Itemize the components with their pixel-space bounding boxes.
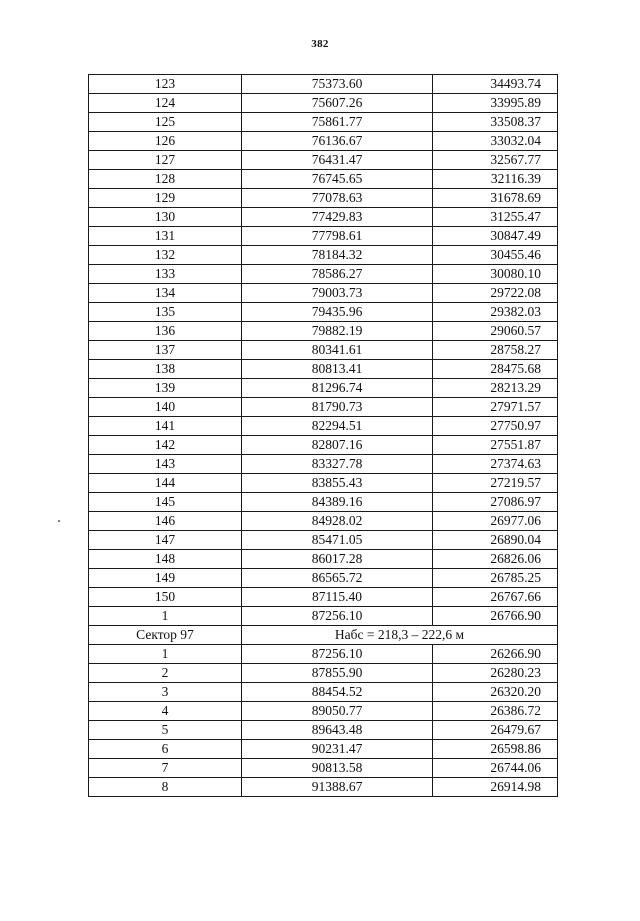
y-coordinate-cell: 26977.06	[433, 512, 558, 531]
table-row	[89, 512, 558, 531]
y-coordinate-cell: 32116.39	[433, 170, 558, 189]
coordinate-table-body	[89, 75, 558, 797]
point-number-cell: 129	[89, 189, 242, 208]
point-number-cell: 133	[89, 265, 242, 284]
point-number-cell: 124	[89, 94, 242, 113]
y-coordinate-cell: 33508.37	[433, 113, 558, 132]
point-number-cell: 143	[89, 455, 242, 474]
table-row	[89, 113, 558, 132]
y-coordinate-cell: 26826.06	[433, 550, 558, 569]
table-row	[89, 284, 558, 303]
y-coordinate-cell: 26266.90	[433, 645, 558, 664]
table-row	[89, 664, 558, 683]
table-row	[89, 778, 558, 797]
table-row	[89, 588, 558, 607]
x-coordinate-cell: 81790.73	[242, 398, 433, 417]
x-coordinate-cell: 85471.05	[242, 531, 433, 550]
table-row	[89, 702, 558, 721]
y-coordinate-cell: 27219.57	[433, 474, 558, 493]
point-number-cell: 132	[89, 246, 242, 265]
y-coordinate-cell: 26320.20	[433, 683, 558, 702]
x-coordinate-cell: 79882.19	[242, 322, 433, 341]
table-row	[89, 740, 558, 759]
x-coordinate-cell: 75607.26	[242, 94, 433, 113]
point-number-cell: 149	[89, 569, 242, 588]
table-row	[89, 455, 558, 474]
table-row	[89, 265, 558, 284]
table-row	[89, 645, 558, 664]
y-coordinate-cell: 28213.29	[433, 379, 558, 398]
point-number-cell: 123	[89, 75, 242, 94]
table-row	[89, 94, 558, 113]
point-number-cell: 2	[89, 664, 242, 683]
table-row	[89, 170, 558, 189]
x-coordinate-cell: 75373.60	[242, 75, 433, 94]
x-coordinate-cell: 87256.10	[242, 607, 433, 626]
point-number-cell: 4	[89, 702, 242, 721]
y-coordinate-cell: 30847.49	[433, 227, 558, 246]
table-row	[89, 721, 558, 740]
x-coordinate-cell: 87256.10	[242, 645, 433, 664]
x-coordinate-cell: 86565.72	[242, 569, 433, 588]
y-coordinate-cell: 29060.57	[433, 322, 558, 341]
y-coordinate-cell: 31678.69	[433, 189, 558, 208]
table-row	[89, 379, 558, 398]
table-row	[89, 189, 558, 208]
y-coordinate-cell: 34493.74	[433, 75, 558, 94]
point-number-cell: 126	[89, 132, 242, 151]
y-coordinate-cell: 26386.72	[433, 702, 558, 721]
point-number-cell: 138	[89, 360, 242, 379]
table-row	[89, 322, 558, 341]
table-row	[89, 75, 558, 94]
table-row	[89, 303, 558, 322]
x-coordinate-cell: 89643.48	[242, 721, 433, 740]
x-coordinate-cell: 80813.41	[242, 360, 433, 379]
x-coordinate-cell: 80341.61	[242, 341, 433, 360]
table-row	[89, 398, 558, 417]
table-row	[89, 607, 558, 626]
point-number-cell: 130	[89, 208, 242, 227]
table-row	[89, 132, 558, 151]
table-row	[89, 151, 558, 170]
point-number-cell: 8	[89, 778, 242, 797]
x-coordinate-cell: 90813.58	[242, 759, 433, 778]
y-coordinate-cell: 30080.10	[433, 265, 558, 284]
y-coordinate-cell: 28475.68	[433, 360, 558, 379]
y-coordinate-cell: 33995.89	[433, 94, 558, 113]
x-coordinate-cell: 88454.52	[242, 683, 433, 702]
table-row	[89, 246, 558, 265]
y-coordinate-cell: 27971.57	[433, 398, 558, 417]
x-coordinate-cell: 77798.61	[242, 227, 433, 246]
point-number-cell: 137	[89, 341, 242, 360]
y-coordinate-cell: 30455.46	[433, 246, 558, 265]
x-coordinate-cell: 84389.16	[242, 493, 433, 512]
scan-speck	[58, 520, 60, 522]
x-coordinate-cell: 82807.16	[242, 436, 433, 455]
y-coordinate-cell: 26785.25	[433, 569, 558, 588]
x-coordinate-cell: 82294.51	[242, 417, 433, 436]
x-coordinate-cell: 83855.43	[242, 474, 433, 493]
x-coordinate-cell: 78586.27	[242, 265, 433, 284]
point-number-cell: 145	[89, 493, 242, 512]
y-coordinate-cell: 33032.04	[433, 132, 558, 151]
y-coordinate-cell: 27750.97	[433, 417, 558, 436]
y-coordinate-cell: 29382.03	[433, 303, 558, 322]
x-coordinate-cell: 76431.47	[242, 151, 433, 170]
y-coordinate-cell: 29722.08	[433, 284, 558, 303]
y-coordinate-cell: 26890.04	[433, 531, 558, 550]
point-number-cell: 146	[89, 512, 242, 531]
x-coordinate-cell: 76136.67	[242, 132, 433, 151]
x-coordinate-cell: 86017.28	[242, 550, 433, 569]
table-row	[89, 569, 558, 588]
x-coordinate-cell: 84928.02	[242, 512, 433, 531]
table-row	[89, 360, 558, 379]
y-coordinate-cell: 26914.98	[433, 778, 558, 797]
y-coordinate-cell: 27551.87	[433, 436, 558, 455]
y-coordinate-cell: 26767.66	[433, 588, 558, 607]
page-number: 382	[311, 38, 329, 50]
point-number-cell: 139	[89, 379, 242, 398]
point-number-cell: 141	[89, 417, 242, 436]
coordinate-table	[88, 74, 558, 797]
y-coordinate-cell: 26766.90	[433, 607, 558, 626]
x-coordinate-cell: 77429.83	[242, 208, 433, 227]
y-coordinate-cell: 31255.47	[433, 208, 558, 227]
sector-label: Сектор 97	[89, 626, 242, 645]
table-row	[89, 436, 558, 455]
x-coordinate-cell: 87115.40	[242, 588, 433, 607]
point-number-cell: 1	[89, 607, 242, 626]
y-coordinate-cell: 28758.27	[433, 341, 558, 360]
x-coordinate-cell: 78184.32	[242, 246, 433, 265]
point-number-cell: 7	[89, 759, 242, 778]
point-number-cell: 134	[89, 284, 242, 303]
table-row	[89, 417, 558, 436]
point-number-cell: 5	[89, 721, 242, 740]
point-number-cell: 135	[89, 303, 242, 322]
point-number-cell: 128	[89, 170, 242, 189]
x-coordinate-cell: 91388.67	[242, 778, 433, 797]
y-coordinate-cell: 26280.23	[433, 664, 558, 683]
table-row	[89, 227, 558, 246]
table-row	[89, 493, 558, 512]
point-number-cell: 140	[89, 398, 242, 417]
y-coordinate-cell: 32567.77	[433, 151, 558, 170]
point-number-cell: 142	[89, 436, 242, 455]
y-coordinate-cell: 27374.63	[433, 455, 558, 474]
sector-height-range: Набс = 218,3 – 222,6 м	[242, 626, 558, 645]
point-number-cell: 6	[89, 740, 242, 759]
x-coordinate-cell: 76745.65	[242, 170, 433, 189]
x-coordinate-cell: 90231.47	[242, 740, 433, 759]
point-number-cell: 150	[89, 588, 242, 607]
table-row	[89, 759, 558, 778]
point-number-cell: 148	[89, 550, 242, 569]
point-number-cell: 136	[89, 322, 242, 341]
table-row	[89, 474, 558, 493]
point-number-cell: 144	[89, 474, 242, 493]
y-coordinate-cell: 26479.67	[433, 721, 558, 740]
y-coordinate-cell: 26598.86	[433, 740, 558, 759]
x-coordinate-cell: 87855.90	[242, 664, 433, 683]
point-number-cell: 127	[89, 151, 242, 170]
x-coordinate-cell: 79003.73	[242, 284, 433, 303]
y-coordinate-cell: 27086.97	[433, 493, 558, 512]
table-row	[89, 550, 558, 569]
point-number-cell: 131	[89, 227, 242, 246]
x-coordinate-cell: 83327.78	[242, 455, 433, 474]
y-coordinate-cell: 26744.06	[433, 759, 558, 778]
x-coordinate-cell: 89050.77	[242, 702, 433, 721]
table-row	[89, 531, 558, 550]
x-coordinate-cell: 79435.96	[242, 303, 433, 322]
x-coordinate-cell: 75861.77	[242, 113, 433, 132]
x-coordinate-cell: 77078.63	[242, 189, 433, 208]
x-coordinate-cell: 81296.74	[242, 379, 433, 398]
table-row	[89, 341, 558, 360]
sector-header-row	[89, 626, 558, 645]
point-number-cell: 3	[89, 683, 242, 702]
table-row	[89, 683, 558, 702]
point-number-cell: 125	[89, 113, 242, 132]
table-row	[89, 208, 558, 227]
point-number-cell: 1	[89, 645, 242, 664]
point-number-cell: 147	[89, 531, 242, 550]
